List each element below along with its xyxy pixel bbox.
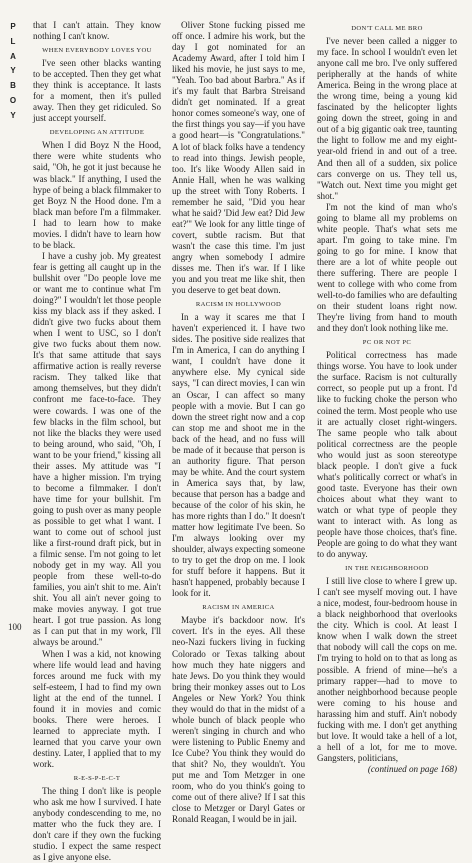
section-heading: IN THE NEIGHBORHOOD bbox=[345, 565, 429, 573]
paragraph: Maybe it's backdoor now. It's covert. It's in the eyes. All these neo-Nazi fuckers living in fucking Colorado or Texas talking about how much they hate niggers and hate Jews. Do you think they would bring their monkey asses out to Los Angeles or New York? You think they would do that in the midst of a whole bunch of black people who weren't singing in church and who were listening to Public Enemy and Ice Cube? You think they would do that shit? No, they wouldn't. You put me and Tom Metzger in one room, who do you think's going to come out of there alive? If I sat this close to Metzger or Daryl Gates or Ronald Reagan, I would be in jail. bbox=[172, 615, 305, 825]
section-heading: R-E-S-P-E-C-T bbox=[73, 775, 121, 783]
masthead-letter: O bbox=[9, 95, 17, 105]
section-heading: DEVELOPING AN ATTITUDE bbox=[49, 129, 145, 137]
section-heading: WHEN EVERYBODY LOVES YOU bbox=[42, 47, 152, 55]
paragraph: Oliver Stone fucking pissed me off once. I admire his work, but the day I got nominated for an Academy Award, after I told him I liked his movie, he just says to me, "Yeah. Too bad about Barbra." As if it's my fault that Barbra Streisand didn't get nominated. If a great honor comes someone's way, one of the first things you say—if you have a good heart—is "Congratulations." A lot of black folks have a tendency to read into things. Jewish people, too. It's like Woody Allen said in Annie Hall, when he was walking up the street with Tony Roberts. I remember he said, "Did you hear what he said? 'Did Jew eat? Did Jew eat?'" We look for any little tinge of covert, subtle racism. But that wasn't the case this time. I'm just angry when somebody I admire disses me. Then it's war. If I like you and you treat me like shit, then you deserve to get beat down. bbox=[172, 20, 305, 296]
continued-note: (continued on page 168) bbox=[367, 763, 457, 774]
section-heading: RACISM IN HOLLYWOOD bbox=[195, 301, 282, 309]
paragraph: I still live close to where I grew up. I can't see myself moving out. I have a nice, modest, four-bedroom house in a black neighborhood that overlooks the city. Which is cool. At least I know when I walk down the street that nobody will call the cops on me. I'm trying to hold on to that as long as possible. A friend of mine—he's a primary rapper—had to move to another neighborhood because people were coming to his house and harassing him and stuff. Ain't nobody fucking with me. I don't get anything but love. It would take a hell of a lot, a hell of a lot, for me to move. Gangsters, politicians, bbox=[317, 576, 457, 763]
masthead-letter: P bbox=[10, 22, 16, 31]
paragraph: that I can't attain. They know nothing I can't know. bbox=[33, 20, 161, 42]
section-heading: PC OR NOT PC bbox=[362, 339, 412, 347]
section-heading: DON'T CALL ME BRO bbox=[351, 25, 423, 32]
paragraph: I've seen other blacks wanting to be accepted. Then they get what they think is acceptance. It lasts for a moment, then it's pulled away. Then they get ridiculed. So just accept yourself. bbox=[33, 58, 161, 124]
article-column-1 bbox=[33, 20, 161, 863]
paragraph: When I was a kid, not knowing where life would lead and having forces around me fuck with my self-esteem, I had to find my own light at the end of the tunnel. I found it in movies and comic books. There were heroes. I learned to appreciate myth. I learned that you carve your own destiny. Later, I applied that to my work. bbox=[33, 648, 161, 769]
page-number: 100 bbox=[8, 622, 22, 632]
article-column-3 bbox=[317, 20, 457, 774]
magazine-masthead bbox=[7, 20, 19, 124]
paragraph: I'm not the kind of man who's going to blame all my problems on white people. That's what sets me apart. I'm going to take mine. I'm going to go for mine. I know that there are a lot of white people out there suffering. There are people I went to college with who come from well-to-do families who are defaulting on their student loans right now. They're living from hand to mouth and they don't look nothing like me. bbox=[317, 201, 457, 334]
paragraph: The thing I don't like is people who ask me how I survived. I hate anybody condescending to me, no matter who the fuck they are. I don't care if they own the fucking studio. I expect the same respect as I give anyone else. bbox=[33, 786, 161, 863]
masthead-letter: B bbox=[10, 81, 16, 91]
masthead-letter: L bbox=[10, 36, 16, 46]
paragraph: Political correctness has made things worse. You have to look under the surface. Racism is not culturally correct, so people put up a front. I'd like to fucking choke the person who coined the term. Most people who use it are actually closet right-wingers. The same people who talk about political correctness are the people who would just as soon stereotype black people. I don't give a fuck what's politically correct or what's in good taste. Everyone has their own choices about what they want to watch or what type of people they want to interact with. As long as people have those choices, that's fine. People are going to do what they want to do anyway. bbox=[317, 350, 457, 560]
masthead-letter: Y bbox=[10, 110, 16, 120]
section-heading: RACISM IN AMERICA bbox=[202, 604, 275, 612]
paragraph: In a way it scares me that I haven't experienced it. I have two sides. The positive side realizes that I'm in America, I can do anything I want, I couldn't have done it anywhere else. My cynical side says, "I can direct movies, I can win an Oscar, I can affect so many people with a movie. But I can go down the street right now and a cop can stop me and shoot me in the back of the head, and no fuss will be made of it because that person is an authority figure. That person may be white. And the court system in America says that, by law, because that person has a badge and because of the color of his skin, he has more rights than I do." It doesn't matter how legitimate I've been. So I'm always looking over my shoulder, always expecting someone to try to get the drop on me. I look for stuff before it happens. But it hasn't happened, probably because I look for it. bbox=[172, 312, 305, 599]
masthead-letter: Y bbox=[10, 66, 16, 76]
article-column-2 bbox=[172, 20, 305, 825]
paragraph: I've never been called a nigger to my face. In school I wouldn't even let anyone call me bro. I've only suffered peripherally at the hands of white America. Being in the wrong place at the wrong time, being a young kid fascinated by the helicopter lights going down the street, going in and out of a big gigantic oak tree, taunting the light to follow me and my eight-year-old friend in and out of a tree. And then all of a sudden, six police cars converge on us. They tell us, "Watch out. Next time you might get shot." bbox=[317, 36, 457, 201]
paragraph: I have a cushy job. My greatest fear is getting all caught up in the bullshit over "Do people love me or want me to continue what I'm doing?" I wouldn't let those people kiss my black ass if they asked. I didn't give two fucks about them when I went to USC, so I don't give two fucks about them now. It's that same attitude that says affirmative action is really reverse racism. They talked like that among themselves, but they didn't confront me face-to-face. They were cowards. I was one of the few blacks in the film school, but not like the blacks they were used to being around, who said, "Oh, I want to be your friend," kissing all their asses. My attitude was "I have a higher mission. I'm trying to become a filmmaker. I don't have time for your bullshit. I'm going to push over as many people as possible to get what I want. I want to come out of school just like a first-round draft pick, but in a filmic sense. I'm not going to let nobody get in my way. All you people from these well-to-do families, you ain't shit to me. Ain't shit. You all ain't never going to make movies anyway. I got true heart. I got true passion. As long as I can put that in my work, I'll always be around." bbox=[33, 250, 161, 648]
masthead-letter: A bbox=[10, 51, 16, 61]
paragraph: When I did Boyz N the Hood, there were white students who said, "Oh, he got it just because he was black." If anything, I used the hype of being a black filmmaker to get Boyz N the Hood done. I'm a black man before I'm a filmmaker. I had to learn how to make movies. I didn't have to learn how to be black. bbox=[33, 140, 161, 250]
